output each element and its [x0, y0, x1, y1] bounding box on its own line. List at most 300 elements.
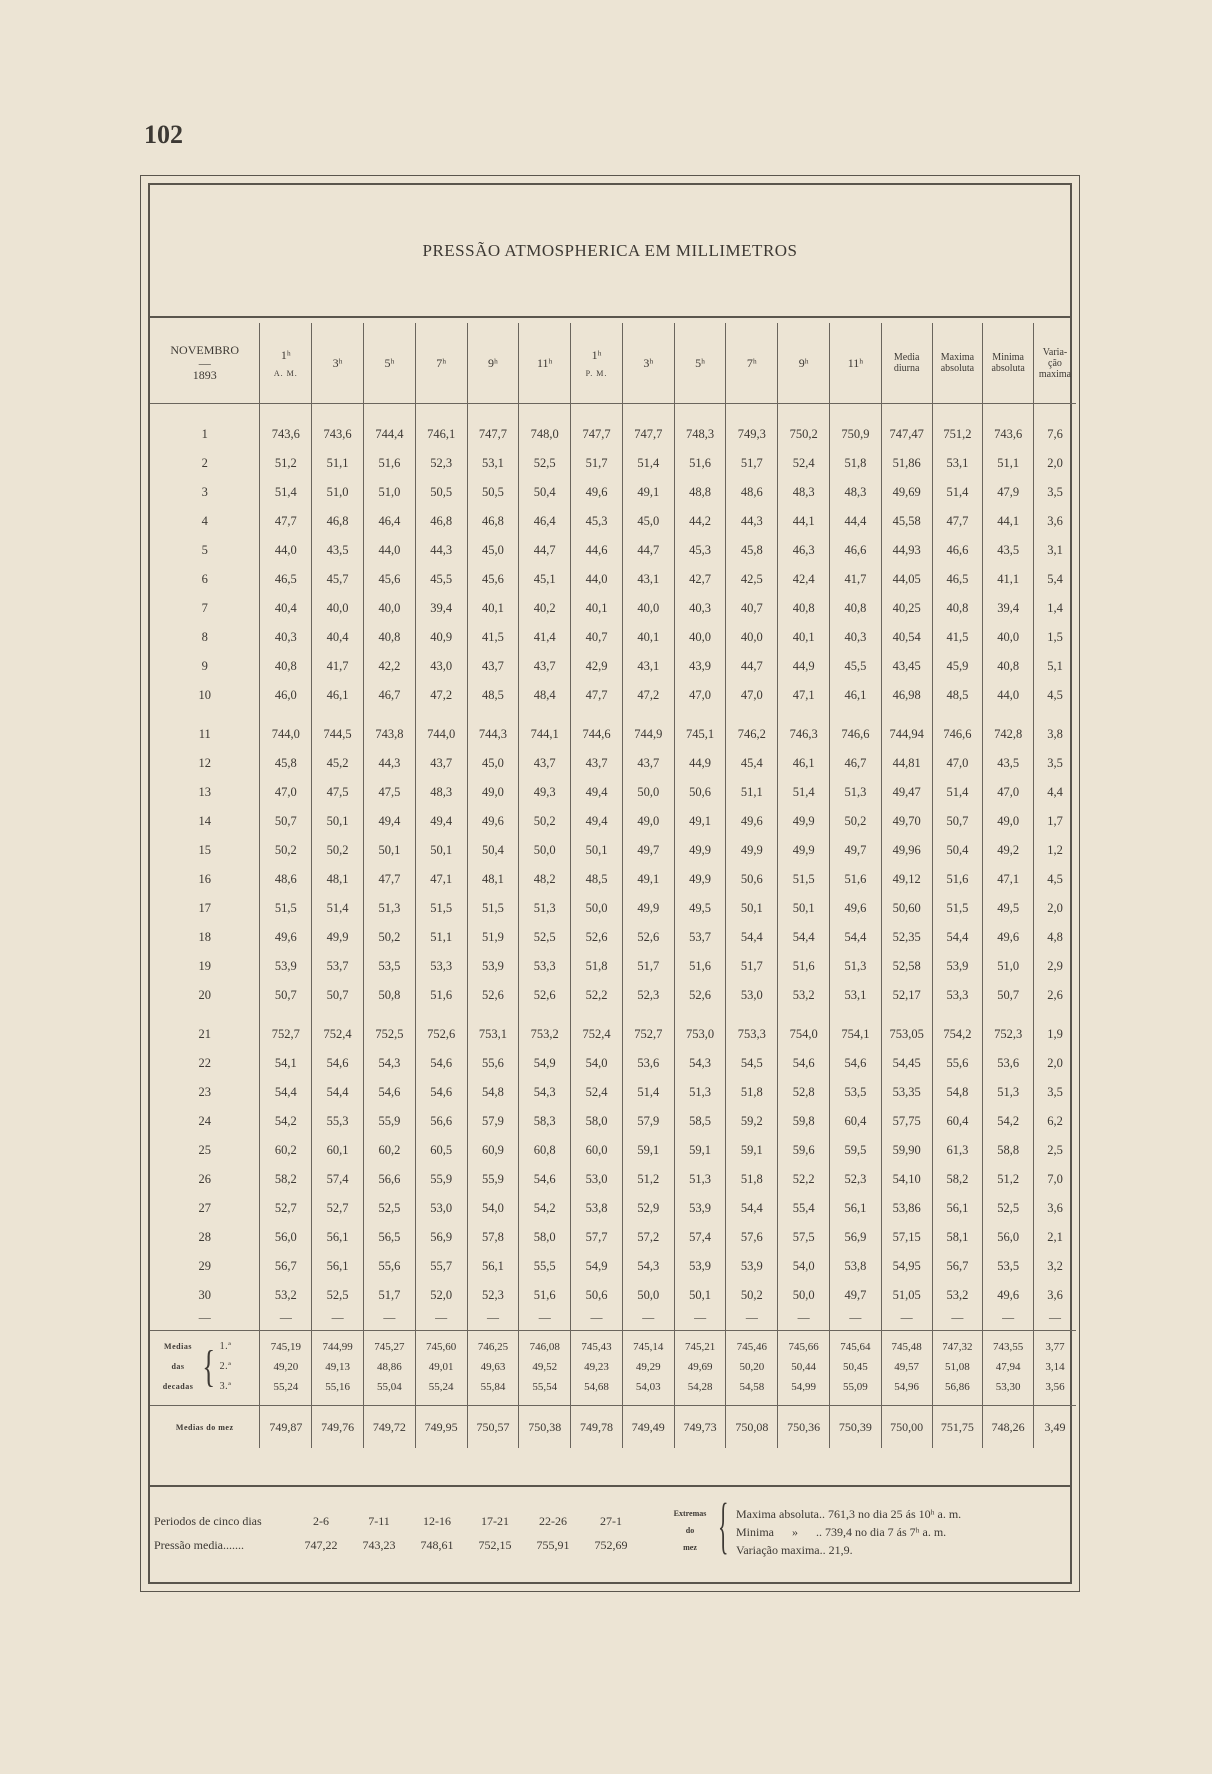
value-cell: 39,4 [415, 594, 467, 623]
value-cell: 754,1 [830, 1020, 882, 1049]
value-cell: 744,94 [881, 720, 932, 749]
spacer-cell [932, 710, 983, 720]
month-mean-value: 750,39 [830, 1406, 882, 1449]
value-cell: 3,2 [1034, 1252, 1077, 1281]
hour-header [674, 323, 726, 404]
value-cell: 44,6 [571, 536, 623, 565]
value-cell: 40,8 [260, 652, 312, 681]
value-cell: 52,0 [415, 1281, 467, 1310]
value-cell: 44,81 [881, 749, 932, 778]
spacer-cell [778, 404, 830, 421]
table-row [150, 652, 1076, 681]
value-cell: 44,2 [674, 507, 726, 536]
day-cell: 5 [201, 543, 208, 557]
value-cell: 47,0 [674, 681, 726, 710]
decade-means-label-line: Medias [164, 1342, 192, 1351]
table-row [150, 681, 1076, 710]
value-cell: 2,0 [1034, 894, 1077, 923]
decade-mean-value: 745,64 [840, 1341, 871, 1353]
year: 1893 [192, 368, 217, 382]
value-cell: 52,9 [622, 1194, 674, 1223]
day-cell: 6 [201, 572, 208, 586]
value-cell: 46,6 [932, 536, 983, 565]
value-cell: 55,9 [363, 1107, 415, 1136]
table-row [150, 923, 1076, 952]
hour-label: 3ʰ [643, 355, 654, 370]
value-cell: 60,2 [363, 1136, 415, 1165]
value-cell: 56,1 [312, 1252, 364, 1281]
value-cell: 45,7 [312, 565, 364, 594]
value-cell: 40,0 [983, 623, 1034, 652]
value-cell: 53,0 [571, 1165, 623, 1194]
value-cell: 48,5 [932, 681, 983, 710]
spacer-cell [467, 404, 519, 421]
value-cell: 50,0 [778, 1281, 830, 1310]
value-cell: 4,4 [1034, 778, 1077, 807]
table-row [150, 594, 1076, 623]
value-cell: 44,05 [881, 565, 932, 594]
value-cell: 744,0 [260, 720, 312, 749]
value-cell: 54,0 [571, 1049, 623, 1078]
value-cell: 47,0 [983, 778, 1034, 807]
value-cell: 54,9 [519, 1049, 571, 1078]
value-cell: 53,3 [932, 981, 983, 1010]
hour-header [778, 323, 830, 404]
decade-means-row [150, 1331, 1076, 1406]
value-cell: 52,8 [778, 1078, 830, 1107]
value-cell: 49,9 [674, 865, 726, 894]
hour-header [571, 323, 623, 404]
value-cell: 49,9 [726, 836, 778, 865]
value-cell: 55,3 [312, 1107, 364, 1136]
hour-header [415, 323, 467, 404]
value-cell: 51,4 [622, 1078, 674, 1107]
value-cell: 5,4 [1034, 565, 1077, 594]
value-cell: 47,7 [260, 507, 312, 536]
day-cell: 13 [198, 785, 211, 799]
hour-header [830, 323, 882, 404]
value-cell: 744,0 [415, 720, 467, 749]
decade-means-cell [1034, 1331, 1077, 1406]
table-row [150, 807, 1076, 836]
table-frame-inner [148, 183, 1072, 1584]
spacer-cell [674, 710, 726, 720]
value-cell: 2,0 [1034, 1049, 1077, 1078]
decade-mean-value: 50,44 [791, 1361, 816, 1373]
spacer-cell [932, 1010, 983, 1020]
spacer-cell [150, 710, 260, 720]
value-cell: 50,6 [674, 778, 726, 807]
spacer-cell [415, 710, 467, 720]
value-cell: 59,90 [881, 1136, 932, 1165]
day-cell: 1 [201, 427, 208, 441]
periods-label: Periodos de cinco dias [154, 1514, 262, 1528]
decade-mean-value: 3,14 [1045, 1361, 1065, 1373]
value-cell: 746,3 [778, 720, 830, 749]
pressure-label: Pressão media....... [154, 1538, 244, 1552]
value-cell: 60,5 [415, 1136, 467, 1165]
hour-label: 7ʰ [436, 355, 447, 370]
month-name: NOVEMBRO [170, 343, 240, 357]
value-cell: 54,95 [881, 1252, 932, 1281]
value-cell: 43,7 [519, 652, 571, 681]
day-cell: 4 [201, 514, 208, 528]
day-cell: 20 [198, 988, 211, 1002]
value-cell: 750,9 [830, 420, 882, 449]
value-cell: 743,6 [260, 420, 312, 449]
value-cell: 51,3 [830, 952, 882, 981]
dash-cell: — [363, 1310, 415, 1331]
spacer-cell [571, 710, 623, 720]
value-cell: 50,4 [467, 836, 519, 865]
day-cell: 26 [198, 1172, 211, 1186]
value-cell: 40,3 [830, 623, 882, 652]
decade-ordinal: 2.ª [219, 1361, 232, 1372]
value-cell: 53,6 [622, 1049, 674, 1078]
month-dash: — [198, 356, 211, 370]
value-cell: 748,0 [519, 420, 571, 449]
spacer-cell [519, 1010, 571, 1020]
value-cell: 44,4 [830, 507, 882, 536]
spacer-cell [881, 710, 932, 720]
value-cell: 53,5 [363, 952, 415, 981]
value-cell: 48,5 [571, 865, 623, 894]
month-mean-value: 749,95 [415, 1406, 467, 1449]
extremes-label-line: Extremas [673, 1509, 707, 1518]
value-cell: 49,6 [983, 1281, 1034, 1310]
value-cell: 44,9 [674, 749, 726, 778]
maxima-absoluta-header-line: Maxima [940, 352, 975, 363]
table-row [150, 865, 1076, 894]
table-row [150, 1107, 1076, 1136]
hour-label: 1ʰ [591, 348, 602, 362]
value-cell: 54,3 [519, 1078, 571, 1107]
value-cell: 53,2 [778, 981, 830, 1010]
hour-period: A. M. [273, 369, 298, 378]
table-row [150, 449, 1076, 478]
extremes-lines [736, 1505, 1036, 1559]
value-cell: 52,7 [260, 1194, 312, 1223]
table-row [150, 507, 1076, 536]
value-cell: 39,4 [983, 594, 1034, 623]
hour-label: 11ʰ [537, 355, 553, 370]
value-cell: 41,1 [983, 565, 1034, 594]
dash-cell: — [467, 1310, 519, 1331]
value-cell: 52,3 [622, 981, 674, 1010]
day-cell: 17 [198, 901, 211, 915]
value-cell: 49,69 [881, 478, 932, 507]
value-cell: 51,3 [519, 894, 571, 923]
value-cell: 53,9 [260, 952, 312, 981]
dash-cell: — [519, 1310, 571, 1331]
decade-mean-value: 47,94 [995, 1361, 1021, 1373]
value-cell: 56,1 [467, 1252, 519, 1281]
value-cell: 53,1 [932, 449, 983, 478]
value-cell: 50,60 [881, 894, 932, 923]
day-cell: 16 [198, 872, 211, 886]
value-cell: 59,6 [778, 1136, 830, 1165]
decade-means-label-line: das [171, 1362, 185, 1371]
value-cell: 51,86 [881, 449, 932, 478]
value-cell: 3,6 [1034, 1281, 1077, 1310]
spacer-cell [260, 710, 312, 720]
value-cell: 46,6 [830, 536, 882, 565]
value-cell: 45,0 [622, 507, 674, 536]
value-cell: 53,6 [983, 1049, 1034, 1078]
spacer-cell [778, 710, 830, 720]
value-cell: 60,2 [260, 1136, 312, 1165]
extremes-label [660, 1505, 720, 1556]
day-cell: 12 [198, 756, 211, 770]
value-cell: 49,4 [571, 778, 623, 807]
spacer-cell [363, 1010, 415, 1020]
value-cell: 54,9 [571, 1252, 623, 1281]
day-cell: 29 [198, 1259, 211, 1273]
value-cell: 40,54 [881, 623, 932, 652]
value-cell: 53,5 [983, 1252, 1034, 1281]
value-cell: 59,1 [726, 1136, 778, 1165]
value-cell: 46,1 [312, 681, 364, 710]
period-range: 27-1 [600, 1514, 622, 1528]
value-cell: 40,0 [622, 594, 674, 623]
value-cell: 52,7 [312, 1194, 364, 1223]
hour-header [519, 323, 571, 404]
day-cell: 22 [198, 1056, 211, 1070]
dash-cell: — [415, 1310, 467, 1331]
dash-cell: — [198, 1310, 211, 1324]
value-cell: 52,5 [519, 449, 571, 478]
value-cell: 41,7 [312, 652, 364, 681]
decade-ordinal: 3.ª [219, 1381, 232, 1392]
decade-mean-value: 747,32 [942, 1341, 973, 1353]
decade-mean-value: 53,30 [995, 1381, 1021, 1393]
value-cell: 46,4 [519, 507, 571, 536]
value-cell: 43,0 [415, 652, 467, 681]
value-cell: 2,5 [1034, 1136, 1077, 1165]
decade-mean-value: 50,45 [843, 1361, 868, 1373]
decade-means-cell [726, 1331, 778, 1406]
value-cell: 40,8 [778, 594, 830, 623]
value-cell: 46,7 [363, 681, 415, 710]
hour-header [467, 323, 519, 404]
value-cell: 753,0 [674, 1020, 726, 1049]
value-cell: 50,0 [519, 836, 571, 865]
value-cell: 45,2 [312, 749, 364, 778]
value-cell: 57,9 [622, 1107, 674, 1136]
value-cell: 49,0 [467, 778, 519, 807]
value-cell: 40,9 [415, 623, 467, 652]
value-cell: 53,9 [932, 952, 983, 981]
decade-mean-value: 49,23 [584, 1361, 609, 1373]
table-footer [150, 1485, 1070, 1582]
value-cell: 47,1 [415, 865, 467, 894]
value-cell: 752,7 [622, 1020, 674, 1049]
decade-mean-value: 55,84 [480, 1381, 506, 1393]
value-cell: 58,3 [519, 1107, 571, 1136]
value-cell: 41,7 [830, 565, 882, 594]
value-cell: 40,0 [726, 623, 778, 652]
value-cell: 40,25 [881, 594, 932, 623]
value-cell: 53,8 [571, 1194, 623, 1223]
value-cell: 51,4 [622, 449, 674, 478]
value-cell: 52,6 [467, 981, 519, 1010]
period-pressure: 755,91 [536, 1538, 570, 1552]
value-cell: 54,4 [312, 1078, 364, 1107]
value-cell: 51,6 [778, 952, 830, 981]
decade-mean-value: 55,24 [428, 1381, 454, 1393]
value-cell: 46,98 [881, 681, 932, 710]
table-row [150, 1049, 1076, 1078]
value-cell: 45,58 [881, 507, 932, 536]
value-cell: 51,8 [726, 1078, 778, 1107]
value-cell: 43,45 [881, 652, 932, 681]
decade-means-cell [519, 1331, 571, 1406]
value-cell: 46,8 [467, 507, 519, 536]
variacao-maxima-header-line: ção [1048, 357, 1062, 369]
decade-mean-value: 49,13 [325, 1361, 350, 1373]
value-cell: 54,3 [622, 1252, 674, 1281]
decade-mean-value: 3,77 [1045, 1341, 1065, 1353]
value-cell: 51,8 [830, 449, 882, 478]
value-cell: 49,4 [571, 807, 623, 836]
value-cell: 51,4 [778, 778, 830, 807]
day-cell: 18 [198, 930, 211, 944]
value-cell: 51,0 [312, 478, 364, 507]
value-cell: 50,6 [726, 865, 778, 894]
spacer-cell [312, 1010, 364, 1020]
decade-mean-value: 745,21 [684, 1341, 716, 1353]
value-cell: 54,6 [415, 1078, 467, 1107]
value-cell: 46,3 [778, 536, 830, 565]
value-cell: 48,8 [674, 478, 726, 507]
value-cell: 40,1 [467, 594, 519, 623]
decade-mean-value: 54,28 [687, 1381, 713, 1393]
value-cell: 60,4 [932, 1107, 983, 1136]
decade-means-cell [363, 1331, 415, 1406]
value-cell: 51,5 [260, 894, 312, 923]
value-cell: 44,7 [726, 652, 778, 681]
value-cell: 54,4 [932, 923, 983, 952]
decade-means-cell [260, 1331, 312, 1406]
dash-cell: — [1034, 1310, 1077, 1331]
day-cell: 2 [201, 456, 208, 470]
decade-gap-row [150, 710, 1076, 720]
value-cell: 54,6 [312, 1049, 364, 1078]
decade-mean-value: 54,58 [739, 1381, 765, 1393]
value-cell: 49,0 [983, 807, 1034, 836]
value-cell: 52,35 [881, 923, 932, 952]
decade-means-label-line: decadas [162, 1382, 194, 1391]
value-cell: 55,7 [415, 1252, 467, 1281]
decade-means-cell [983, 1331, 1034, 1406]
value-cell: 51,4 [260, 478, 312, 507]
value-cell: 49,7 [830, 1281, 882, 1310]
period-range: 12-16 [423, 1514, 451, 1528]
value-cell: 51,0 [363, 478, 415, 507]
month-mean-value: 749,78 [571, 1406, 623, 1449]
value-cell: 60,8 [519, 1136, 571, 1165]
table-title: PRESSÃO ATMOSPHERICA EM MILLIMETROS [422, 241, 798, 260]
variacao-maxima-header-line: Varia- [1042, 346, 1068, 358]
value-cell: 744,4 [363, 420, 415, 449]
decade-mean-value: 54,99 [791, 1381, 816, 1393]
value-cell: 45,6 [467, 565, 519, 594]
value-cell: 40,3 [674, 594, 726, 623]
value-cell: 55,9 [415, 1165, 467, 1194]
value-cell: 45,1 [519, 565, 571, 594]
spacer-cell [312, 710, 364, 720]
value-cell: 746,6 [932, 720, 983, 749]
spacer-cell [726, 710, 778, 720]
value-cell: 48,3 [415, 778, 467, 807]
value-cell: 52,6 [571, 923, 623, 952]
value-cell: 49,9 [674, 836, 726, 865]
value-cell: 40,8 [830, 594, 882, 623]
value-cell: 52,17 [881, 981, 932, 1010]
value-cell: 54,3 [674, 1049, 726, 1078]
value-cell: 47,9 [983, 478, 1034, 507]
value-cell: 48,6 [260, 865, 312, 894]
value-cell: 2,1 [1034, 1223, 1077, 1252]
value-cell: 50,5 [415, 478, 467, 507]
value-cell: 45,3 [571, 507, 623, 536]
decade-means-cell [932, 1331, 983, 1406]
value-cell: 745,1 [674, 720, 726, 749]
value-cell: 60,0 [571, 1136, 623, 1165]
value-cell: 57,15 [881, 1223, 932, 1252]
day-cell: 10 [198, 688, 211, 702]
value-cell: 51,7 [622, 952, 674, 981]
value-cell: 50,1 [312, 807, 364, 836]
value-cell: 50,2 [726, 1281, 778, 1310]
decade-means-cell [415, 1331, 467, 1406]
table-body [150, 404, 1076, 1449]
table-row [150, 1078, 1076, 1107]
value-cell: 47,1 [778, 681, 830, 710]
value-cell: 53,7 [674, 923, 726, 952]
value-cell: 742,8 [983, 720, 1034, 749]
value-cell: 52,5 [363, 1194, 415, 1223]
decade-mean-value: 745,43 [581, 1341, 612, 1353]
decade-mean-value: 49,52 [532, 1361, 558, 1373]
table-row [150, 623, 1076, 652]
decade-means-cell [778, 1331, 830, 1406]
value-cell: 53,8 [830, 1252, 882, 1281]
value-cell: 48,3 [830, 478, 882, 507]
value-cell: 50,0 [571, 894, 623, 923]
value-cell: 51,7 [726, 952, 778, 981]
spacer-cell [150, 1010, 260, 1020]
value-cell: 51,3 [674, 1078, 726, 1107]
value-cell: 49,70 [881, 807, 932, 836]
spacer-cell [622, 710, 674, 720]
value-cell: 54,8 [467, 1078, 519, 1107]
value-cell: 45,9 [932, 652, 983, 681]
table-row [150, 1136, 1076, 1165]
decade-means-cell [830, 1331, 882, 1406]
table-row [150, 536, 1076, 565]
value-cell: 45,8 [726, 536, 778, 565]
value-cell: 57,5 [778, 1223, 830, 1252]
value-cell: 747,7 [571, 420, 623, 449]
table-row [150, 894, 1076, 923]
value-cell: 40,7 [571, 623, 623, 652]
hour-label: 7ʰ [746, 355, 757, 370]
value-cell: 747,7 [622, 420, 674, 449]
spacer-cell [674, 1010, 726, 1020]
hour-header [622, 323, 674, 404]
spacer-cell [932, 404, 983, 421]
